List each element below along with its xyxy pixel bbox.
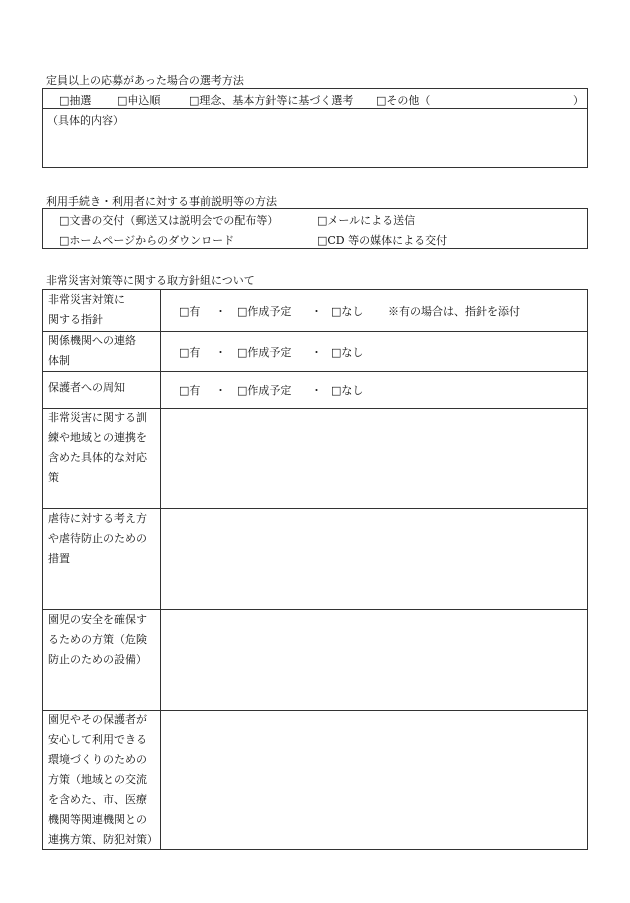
- option-planned[interactable]: □作成予定: [237, 346, 292, 359]
- option-none[interactable]: □なし: [331, 305, 364, 318]
- separator: ・: [215, 346, 226, 359]
- drills-answer-area[interactable]: [161, 409, 587, 507]
- separator: ・: [215, 384, 226, 397]
- abuse-answer-area[interactable]: [161, 509, 587, 608]
- guideline-note: ※有の場合は、指針を添付: [388, 305, 520, 318]
- option-none[interactable]: □なし: [331, 384, 364, 397]
- separator: ・: [215, 305, 226, 318]
- option-yes[interactable]: □有: [179, 384, 201, 397]
- row-label-drills: 非常災害に関する訓 練や地域との連携を 含めた具体的な対応 策: [48, 411, 147, 484]
- option-yes[interactable]: □有: [179, 305, 201, 318]
- option-planned[interactable]: □作成予定: [237, 305, 292, 318]
- option-first-come[interactable]: □申込順: [117, 94, 161, 107]
- row-label-guardian-notice: 保護者への周知: [48, 381, 125, 394]
- safety-answer-area[interactable]: [161, 610, 587, 709]
- details-label: （具体的内容）: [47, 114, 124, 127]
- row-label-child-safety: 園児の安全を確保す るための方策（危険 防止のための設備）: [48, 613, 147, 666]
- procedure-box: [42, 208, 588, 249]
- selection-title: 定員以上の応募があった場合の選考方法: [46, 74, 244, 87]
- option-download[interactable]: □ホームページからのダウンロード: [59, 234, 235, 247]
- option-none[interactable]: □なし: [331, 346, 364, 359]
- disaster-table: [42, 289, 588, 850]
- option-yes[interactable]: □有: [179, 346, 201, 359]
- option-planned[interactable]: □作成予定: [237, 384, 292, 397]
- row-label-environment: 園児やその保護者が 安心して利用できる 環境づくりのための 方策（地域との交流 を含めた、市、医療 機関等関連機関との 連携方策、防犯対策）: [48, 713, 158, 846]
- option-email[interactable]: □メールによる送信: [317, 214, 416, 227]
- row-label-liaison: 関係機関への連絡 体制: [48, 334, 136, 367]
- option-philosophy[interactable]: □理念、基本方針等に基づく選考: [189, 94, 354, 107]
- separator: ・: [311, 346, 322, 359]
- row-divider: [43, 371, 587, 372]
- option-media[interactable]: □CD 等の媒体による交付: [317, 234, 448, 247]
- option-document[interactable]: □文書の交付（郵送又は説明会での配布等）: [59, 214, 279, 227]
- separator: ・: [311, 384, 322, 397]
- selection-divider: [43, 108, 587, 109]
- row-label-disaster-guideline: 非常災害対策に 関する指針: [48, 293, 125, 326]
- option-other-close: ）: [573, 94, 584, 107]
- row-label-abuse-prevention: 虐待に対する考え方 や虐待防止のための 措置: [48, 512, 147, 565]
- selection-box: [42, 88, 588, 168]
- option-lottery[interactable]: □抽選: [59, 94, 92, 107]
- environment-answer-area[interactable]: [161, 711, 587, 849]
- disaster-title: 非常災害対策等に関する取方針組について: [46, 274, 255, 287]
- procedure-title: 利用手続き・利用者に対する事前説明等の方法: [46, 195, 277, 208]
- option-other[interactable]: □その他（: [376, 94, 431, 107]
- separator: ・: [311, 305, 322, 318]
